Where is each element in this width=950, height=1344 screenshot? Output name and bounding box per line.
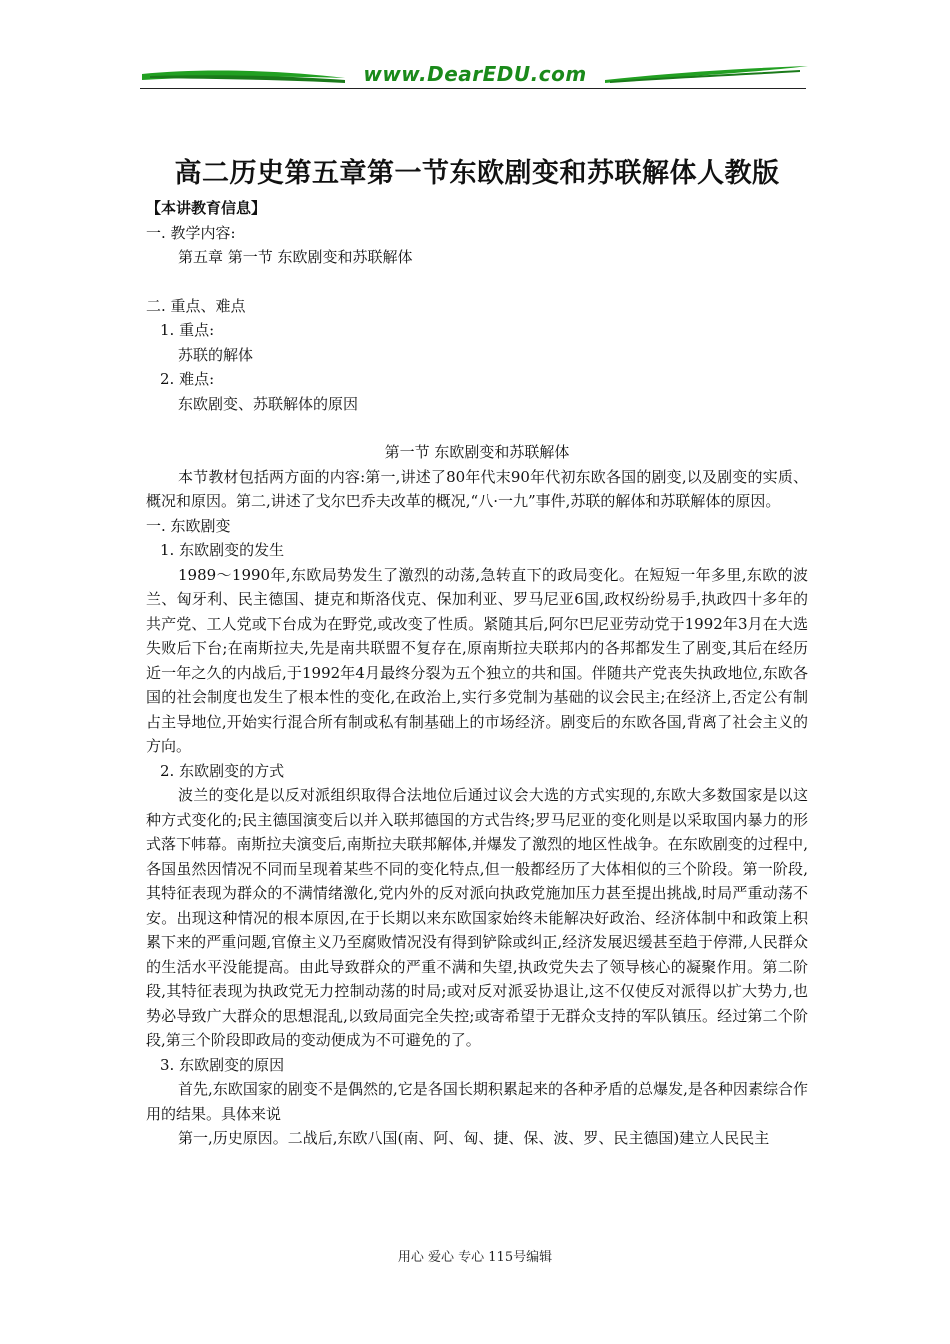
header-rule (140, 88, 806, 89)
paragraph: 波兰的变化是以反对派组织取得合法地位后通过议会大选的方式实现的,东欧大多数国家是以这种方式变化的;民主德国演变后以并入联邦德国的方式告终;罗马尼亚的变化则是以采取国内暴力的形式落下帏幕。南斯拉夫演变后,南斯拉夫联邦解体,并爆发了激烈的地区性战争。在东欧剧变的过程中,各国虽然因情况不同而呈现着某些不同的变化特点,但一般都经历了大体相似的三个阶段。第一阶段,其特征表现为群众的不满情绪激化,党内外的反对派向执政党施加压力甚至提出挑战,时局严重动荡不安。出现这种情况的根本原因,在于长期以来东欧国家始终未能解决好政治、经济体制中和政策上积累下来的严重问题,官僚主义乃至腐败情况没有得到铲除或纠正,经济发展迟缓甚至趋于停滞,人民群众的生活水平没能提高。由此导致群众的严重不满和失望,执政党失去了领导核心的凝聚作用。第二阶段,其特征表现为执政党无力控制动荡的时局;或对反对派妥协退让,这不仅使反对派得以扩大势力,也势必导致广大群众的思想混乱,以致局面完全失控;或寄希望于无群众支持的军队镇压。经过第二个阶段,第三个阶段即政局的变动便成为不可避免的了。 (146, 786, 808, 1049)
subsection-heading: 1. 东欧剧变的发生 (160, 541, 285, 559)
teaching-content: 第五章 第一节 东欧剧变和苏联解体 (178, 248, 413, 266)
section-heading-key-points: 二. 重点、难点 (146, 296, 246, 315)
info-heading: 【本讲教育信息】 (146, 199, 267, 217)
subsection-heading: 2. 东欧剧变的方式 (160, 761, 285, 780)
part-heading: 一. 东欧剧变 (146, 516, 231, 535)
intro-paragraph: 本节教材包括两方面的内容:第一,讲述了80年代末90年代初东欧各国的剧变,以及剧变的实质、概况和原因。第二,讲述了戈尔巴乔夫改革的概况,“八·一九”事件,苏联的解体和苏联解体的原因。 (146, 467, 808, 510)
difficulty-content: 东欧剧变、苏联解体的原因 (178, 394, 359, 413)
difficulty-label: 2. 难点: (160, 370, 215, 388)
site-logo: www.DearEDU.com (363, 62, 587, 86)
document-title: 高二历史第五章第一节东欧剧变和苏联解体人教版 (174, 158, 780, 189)
subsection-heading: 3. 东欧剧变的原因 (160, 1055, 285, 1074)
section-title: 第一节 东欧剧变和苏联解体 (384, 443, 570, 461)
page-footer: 用心 爱心 专心 115号编辑 (397, 1250, 553, 1265)
paragraph: 首先,东欧国家的剧变不是偶然的,它是各国长期积累起来的各种矛盾的总爆发,是各种因素综合作用的结果。具体来说 (146, 1080, 808, 1123)
paragraph: 1989～1990年,东欧局势发生了激烈的动荡,急转直下的政局变化。在短短一年多里,东欧的波兰、匈牙利、民主德国、捷克和斯洛伐克、保加利亚、罗马尼亚6国,政权纷纷易手,执政四十多年的共产党、工人党或下台成为在野党,或改变了性质。紧随其后,阿尔巴尼亚劳动党于1992年3月在大选失败后下台;在南斯拉夫,先是南共联盟不复存在,原南斯拉夫联邦内的各邦都发生了剧变,其后在经历近一年之久的内战后,于1992年4月最终分裂为五个独立的共和国。伴随共产党丧失执政地位,东欧各国的社会制度也发生了根本性的变化,在政治上,实行多党制为基础的议会民主;在经济上,否定公有制占主导地位,开始实行混合所有制或私有制基础上的市场经济。剧变后的东欧各国,背离了社会主义的方向。 (146, 565, 808, 755)
document-body (146, 152, 808, 1151)
paragraph: 第一,历史原因。二战后,东欧八国(南、阿、匈、捷、保、波、罗、民主德国)建立人民民主 (178, 1129, 770, 1147)
section-heading-content: 一. 教学内容: (146, 223, 236, 242)
key-point-label: 1. 重点: (160, 321, 215, 339)
key-point-content: 苏联的解体 (178, 345, 254, 364)
